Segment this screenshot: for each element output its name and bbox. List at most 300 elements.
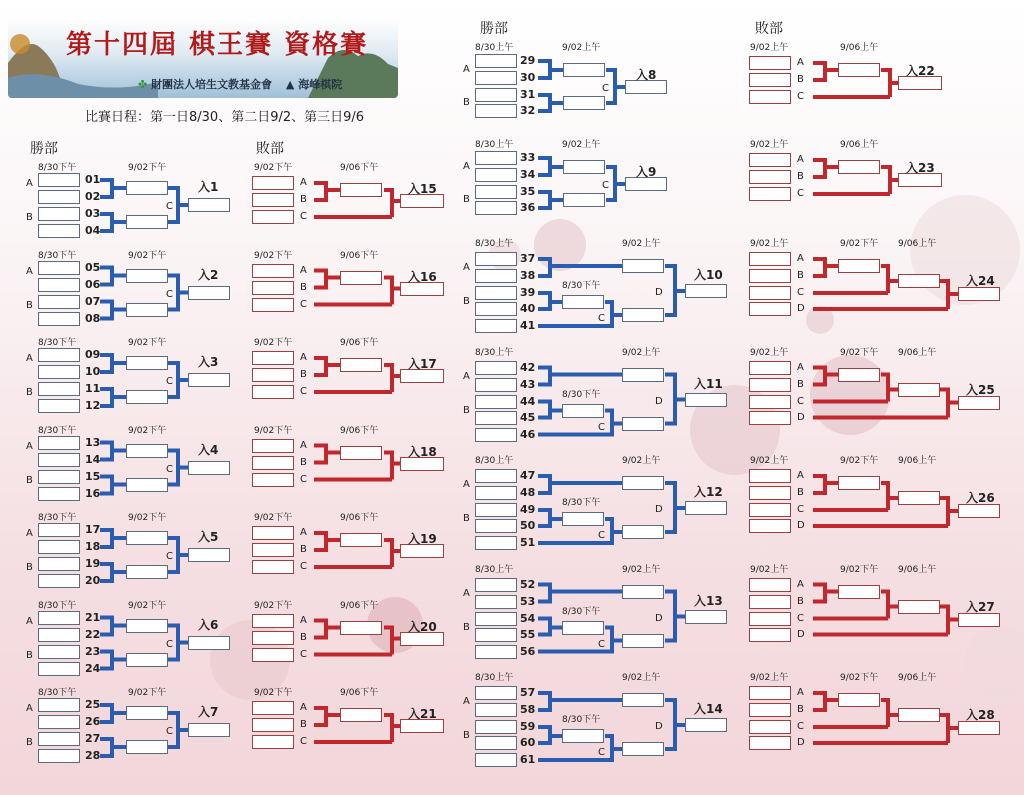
schedule-text: 比賽日程：第一日8/30、第二日9/2、第三日9/6 [85, 110, 365, 125]
seed-number: 34 [520, 168, 536, 181]
player-slot[interactable] [340, 621, 382, 635]
player-slot[interactable] [749, 187, 791, 201]
player-slot[interactable] [475, 595, 517, 609]
player-slot[interactable] [340, 446, 382, 460]
player-slot[interactable] [252, 526, 294, 540]
player-slot[interactable] [749, 736, 791, 750]
player-slot[interactable] [562, 404, 604, 418]
player-slot[interactable] [622, 368, 664, 382]
player-slot[interactable] [622, 476, 664, 490]
seed-number: 33 [520, 151, 536, 164]
player-slot[interactable] [38, 382, 80, 396]
player-slot[interactable] [749, 361, 791, 375]
player-slot[interactable] [340, 533, 382, 547]
qualifier-label: 入6 [198, 617, 219, 632]
match-label-a: A [463, 161, 470, 172]
player-slot[interactable] [563, 160, 605, 174]
round1-date: 9/02下午 [254, 688, 293, 698]
losers-slot-label: A [300, 177, 307, 188]
player-slot[interactable] [252, 176, 294, 190]
player-slot[interactable] [252, 648, 294, 662]
player-slot[interactable] [38, 540, 80, 554]
player-slot[interactable] [38, 453, 80, 467]
player-slot[interactable] [622, 259, 664, 273]
player-slot[interactable] [898, 600, 940, 614]
player-slot[interactable] [475, 319, 517, 333]
seed-number: 29 [520, 54, 536, 67]
round1-date: 8/30上午 [475, 347, 514, 358]
player-slot[interactable] [685, 393, 727, 407]
player-slot[interactable] [622, 308, 664, 322]
player-slot[interactable] [38, 523, 80, 537]
player-slot[interactable] [38, 645, 80, 659]
player-slot[interactable] [126, 269, 168, 283]
player-slot[interactable] [252, 560, 294, 574]
player-slot[interactable] [126, 356, 168, 370]
round1-date: 9/02下午 [254, 250, 293, 261]
player-slot[interactable] [38, 365, 80, 379]
match-label-a: A [463, 479, 470, 490]
match-label-d: D [655, 612, 663, 624]
player-slot[interactable] [475, 54, 517, 68]
seed-number: 13 [85, 435, 101, 449]
player-slot[interactable] [563, 193, 605, 207]
match-label-c: C [602, 83, 609, 94]
title-banner [8, 18, 398, 98]
losers-slot-label: B [797, 378, 804, 390]
round-mid-date: 8/30下午 [562, 715, 601, 725]
player-slot[interactable] [188, 548, 230, 562]
player-slot[interactable] [475, 151, 517, 165]
losers-slot-label: C [797, 91, 804, 102]
player-slot[interactable] [958, 396, 1000, 410]
losers-slot-label: C [300, 736, 307, 747]
player-slot[interactable] [475, 361, 517, 375]
player-slot[interactable] [252, 264, 294, 278]
player-slot[interactable] [475, 104, 517, 118]
player-slot[interactable] [838, 585, 880, 599]
match-label-c: C [166, 551, 173, 562]
seed-number: 22 [85, 627, 101, 641]
round2-date: 9/02上午 [622, 456, 661, 466]
seed-number: 43 [520, 377, 536, 391]
player-slot[interactable] [188, 636, 230, 650]
round2-date: 9/02下午 [128, 338, 167, 348]
seed-number: 41 [520, 319, 536, 332]
player-slot[interactable] [475, 736, 517, 750]
player-slot[interactable] [838, 259, 880, 273]
seed-number: 31 [520, 88, 536, 101]
player-slot[interactable] [252, 473, 294, 487]
seed-number: 16 [85, 486, 101, 500]
round2-date: 9/02下午 [128, 425, 167, 436]
player-slot[interactable] [188, 373, 230, 387]
player-slot[interactable] [898, 708, 940, 722]
round3-date: 9/06上午 [898, 564, 937, 575]
player-slot[interactable] [126, 303, 168, 317]
player-slot[interactable] [188, 286, 230, 300]
player-slot[interactable] [562, 512, 604, 526]
player-slot[interactable] [749, 612, 791, 626]
player-slot[interactable] [38, 190, 80, 204]
match-label-b: B [26, 212, 33, 223]
losers-slot-label: A [797, 361, 804, 373]
qualifier-label: 入27 [966, 599, 995, 614]
player-slot[interactable] [38, 611, 80, 625]
player-slot[interactable] [749, 703, 791, 717]
player-slot[interactable] [252, 439, 294, 453]
player-slot[interactable] [475, 469, 517, 483]
round1-date: 9/02上午 [750, 347, 789, 358]
player-slot[interactable] [475, 302, 517, 316]
player-slot[interactable] [563, 96, 605, 110]
player-slot[interactable] [749, 411, 791, 425]
losers-slot-label: A [300, 527, 307, 538]
player-slot[interactable] [126, 653, 168, 667]
player-slot[interactable] [749, 503, 791, 517]
round2-date: 9/02上午 [622, 564, 661, 575]
round2-date: 9/02下午 [840, 347, 879, 358]
player-slot[interactable] [252, 543, 294, 557]
player-slot[interactable] [958, 613, 1000, 627]
player-slot[interactable] [126, 706, 168, 720]
losers-slot-label: A [300, 352, 307, 363]
player-slot[interactable] [749, 486, 791, 500]
player-slot[interactable] [475, 703, 517, 717]
qualifier-label: 入3 [198, 355, 219, 369]
player-slot[interactable] [252, 368, 294, 382]
losers-slot-label: C [797, 612, 804, 624]
player-slot[interactable] [38, 261, 80, 275]
qualifier-label: 入8 [636, 68, 657, 82]
player-slot[interactable] [838, 476, 880, 490]
match-label-c: C [598, 421, 605, 433]
player-slot[interactable] [126, 740, 168, 754]
player-slot[interactable] [126, 531, 168, 545]
round1-date: 9/02上午 [750, 564, 789, 575]
losers-slot-label: B [300, 281, 307, 293]
round1-date: 9/02上午 [750, 140, 789, 150]
player-slot[interactable] [475, 88, 517, 102]
match-label-d: D [655, 395, 663, 407]
player-slot[interactable] [475, 201, 517, 215]
player-slot[interactable] [475, 519, 517, 533]
round1-date: 8/30下午 [38, 600, 77, 611]
qualifier-label: 入11 [694, 376, 723, 391]
player-slot[interactable] [749, 578, 791, 592]
match-label-a: A [463, 587, 470, 599]
seed-number: 01 [85, 173, 101, 186]
player-slot[interactable] [685, 718, 727, 732]
player-slot[interactable] [898, 491, 940, 505]
round2-date: 9/06上午 [840, 43, 879, 53]
player-slot[interactable] [38, 224, 80, 238]
round-mid-date: 8/30下午 [562, 281, 601, 291]
round2-date: 9/02下午 [840, 239, 879, 249]
player-slot[interactable] [749, 252, 791, 266]
player-slot[interactable] [38, 348, 80, 362]
player-slot[interactable] [126, 390, 168, 404]
player-slot[interactable] [475, 612, 517, 626]
player-slot[interactable] [749, 628, 791, 642]
round3-date: 9/06上午 [898, 347, 937, 358]
losers-slot-label: B [797, 595, 804, 607]
player-slot[interactable] [563, 63, 605, 77]
player-slot[interactable] [252, 351, 294, 365]
player-slot[interactable] [749, 378, 791, 392]
round2-date: 9/06下午 [340, 513, 379, 523]
player-slot[interactable] [475, 686, 517, 700]
losers-slot-label: D [797, 520, 805, 531]
banner-title: 第十四屆 棋王賽 資格賽 [66, 30, 369, 60]
seed-number: 35 [520, 185, 536, 198]
player-slot[interactable] [749, 720, 791, 734]
player-slot[interactable] [188, 461, 230, 475]
seed-number: 57 [520, 686, 536, 699]
player-slot[interactable] [252, 718, 294, 732]
player-slot[interactable] [622, 742, 664, 756]
seed-number: 18 [85, 540, 101, 553]
match-label-b: B [463, 194, 470, 205]
match-label-c: C [166, 201, 173, 212]
player-slot[interactable] [622, 525, 664, 539]
losers-slot-label: B [797, 74, 804, 85]
player-slot[interactable] [252, 385, 294, 399]
player-slot[interactable] [475, 578, 517, 592]
player-slot[interactable] [475, 428, 517, 442]
seed-number: 61 [520, 753, 536, 766]
player-slot[interactable] [475, 753, 517, 767]
player-slot[interactable] [252, 298, 294, 312]
losers-slot-label: C [797, 188, 804, 199]
player-slot[interactable] [252, 631, 294, 645]
player-slot[interactable] [38, 399, 80, 413]
player-slot[interactable] [188, 723, 230, 737]
qualifier-label: 入23 [906, 161, 935, 175]
losers-slot-label: D [797, 411, 805, 423]
player-slot[interactable] [898, 383, 940, 397]
player-slot[interactable] [126, 215, 168, 229]
player-slot[interactable] [38, 749, 80, 763]
player-slot[interactable] [475, 185, 517, 199]
player-slot[interactable] [749, 170, 791, 184]
player-slot[interactable] [340, 708, 382, 722]
player-slot[interactable] [38, 628, 80, 642]
round2-date: 9/06下午 [340, 163, 379, 173]
player-slot[interactable] [749, 56, 791, 70]
match-label-b: B [463, 730, 470, 741]
player-slot[interactable] [475, 411, 517, 425]
player-slot[interactable] [475, 628, 517, 642]
losers-slot-label: B [300, 719, 307, 730]
player-slot[interactable] [749, 519, 791, 533]
round1-date: 9/02下午 [254, 338, 293, 348]
seed-number: 50 [520, 519, 536, 532]
qualifier-label: 入20 [408, 619, 437, 634]
seed-number: 37 [520, 252, 536, 265]
qualifier-label: 入17 [408, 357, 437, 371]
player-slot[interactable] [38, 295, 80, 309]
mountain-icon: ▲ [285, 78, 295, 91]
player-slot[interactable] [475, 286, 517, 300]
player-slot[interactable] [38, 698, 80, 712]
player-slot[interactable] [749, 286, 791, 300]
round1-date: 8/30下午 [38, 338, 77, 348]
player-slot[interactable] [562, 621, 604, 635]
player-slot[interactable] [475, 269, 517, 283]
player-slot[interactable] [475, 71, 517, 85]
seed-number: 12 [85, 399, 101, 412]
round1-date: 8/30下午 [38, 250, 77, 261]
player-slot[interactable] [38, 312, 80, 326]
losers-slot-label: D [797, 737, 805, 748]
round2-date: 9/02下午 [128, 688, 167, 698]
losers-slot-label: B [797, 704, 804, 715]
player-slot[interactable] [562, 729, 604, 743]
qualifier-label: 入1 [198, 180, 219, 194]
section-losers-left: 敗部 [256, 141, 284, 157]
player-slot[interactable] [475, 536, 517, 550]
player-slot[interactable] [898, 274, 940, 288]
losers-slot-label: A [300, 614, 307, 626]
player-slot[interactable] [475, 486, 517, 500]
player-slot[interactable] [38, 207, 80, 221]
round1-date: 9/02下午 [254, 600, 293, 611]
seed-number: 60 [520, 736, 536, 749]
player-slot[interactable] [749, 73, 791, 87]
losers-slot-label: A [797, 253, 804, 264]
player-slot[interactable] [622, 417, 664, 431]
player-slot[interactable] [838, 63, 880, 77]
qualifier-label: 入22 [906, 64, 935, 78]
qualifier-label: 入7 [198, 705, 219, 719]
player-slot[interactable] [252, 281, 294, 295]
player-slot[interactable] [749, 90, 791, 104]
player-slot[interactable] [126, 619, 168, 633]
player-slot[interactable] [749, 153, 791, 167]
player-slot[interactable] [252, 701, 294, 715]
player-slot[interactable] [38, 470, 80, 484]
seed-number: 49 [520, 503, 536, 516]
seed-number: 10 [85, 365, 101, 378]
losers-slot-label: C [797, 721, 804, 732]
match-label-d: D [655, 287, 663, 298]
player-slot[interactable] [958, 721, 1000, 735]
player-slot[interactable] [38, 487, 80, 501]
player-slot[interactable] [622, 634, 664, 648]
seed-number: 23 [85, 644, 101, 658]
player-slot[interactable] [252, 210, 294, 224]
seed-number: 27 [85, 732, 101, 745]
match-label-c: C [166, 463, 173, 475]
player-slot[interactable] [622, 693, 664, 707]
player-slot[interactable] [340, 183, 382, 197]
player-slot[interactable] [749, 269, 791, 283]
player-slot[interactable] [188, 198, 230, 212]
losers-slot-label: C [797, 504, 804, 515]
qualifier-label: 入13 [694, 593, 723, 608]
seed-number: 58 [520, 703, 536, 716]
player-slot[interactable] [38, 662, 80, 676]
player-slot[interactable] [958, 287, 1000, 301]
player-slot[interactable] [38, 278, 80, 292]
player-slot[interactable] [749, 595, 791, 609]
seed-number: 52 [520, 577, 536, 591]
player-slot[interactable] [475, 378, 517, 392]
losers-slot-label: A [797, 470, 804, 481]
seed-number: 19 [85, 557, 101, 570]
player-slot[interactable] [475, 645, 517, 659]
player-slot[interactable] [126, 181, 168, 195]
round1-date: 8/30上午 [475, 239, 514, 249]
player-slot[interactable] [562, 295, 604, 309]
player-slot[interactable] [38, 715, 80, 729]
player-slot[interactable] [475, 252, 517, 266]
player-slot[interactable] [958, 504, 1000, 518]
player-slot[interactable] [38, 436, 80, 450]
player-slot[interactable] [252, 456, 294, 470]
player-slot[interactable] [252, 735, 294, 749]
round3-date: 9/06上午 [898, 456, 937, 466]
player-slot[interactable] [475, 168, 517, 182]
qualifier-label: 入16 [408, 269, 437, 284]
match-label-a: A [26, 265, 33, 277]
player-slot[interactable] [685, 501, 727, 515]
player-slot[interactable] [38, 557, 80, 571]
player-slot[interactable] [622, 585, 664, 599]
player-slot[interactable] [749, 686, 791, 700]
player-slot[interactable] [475, 395, 517, 409]
match-label-a: A [463, 64, 470, 75]
player-slot[interactable] [38, 574, 80, 588]
losers-slot-label: D [797, 303, 805, 314]
player-slot[interactable] [475, 503, 517, 517]
player-slot[interactable] [838, 693, 880, 707]
player-slot[interactable] [838, 160, 880, 174]
player-slot[interactable] [749, 302, 791, 316]
losers-slot-label: C [300, 648, 307, 660]
player-slot[interactable] [38, 173, 80, 187]
player-slot[interactable] [126, 444, 168, 458]
player-slot[interactable] [838, 368, 880, 382]
player-slot[interactable] [749, 395, 791, 409]
match-label-c: C [166, 726, 173, 737]
player-slot[interactable] [340, 358, 382, 372]
sponsor-line [138, 76, 342, 92]
seed-number: 04 [85, 224, 101, 237]
seed-number: 56 [520, 644, 536, 658]
match-label-c: C [166, 288, 173, 300]
player-slot[interactable] [38, 732, 80, 746]
player-slot[interactable] [252, 193, 294, 207]
seed-number: 15 [85, 469, 101, 483]
seed-number: 21 [85, 610, 101, 624]
seed-number: 14 [85, 452, 101, 466]
player-slot[interactable] [475, 720, 517, 734]
losers-slot-label: A [300, 264, 307, 276]
round1-date: 8/30上午 [475, 673, 514, 683]
player-slot[interactable] [252, 614, 294, 628]
player-slot[interactable] [126, 565, 168, 579]
player-slot[interactable] [749, 469, 791, 483]
losers-slot-label: C [797, 395, 804, 407]
player-slot[interactable] [126, 478, 168, 492]
seed-number: 45 [520, 410, 536, 424]
losers-slot-label: B [300, 631, 307, 643]
player-slot[interactable] [685, 610, 727, 624]
player-slot[interactable] [340, 271, 382, 285]
player-slot[interactable] [685, 284, 727, 298]
